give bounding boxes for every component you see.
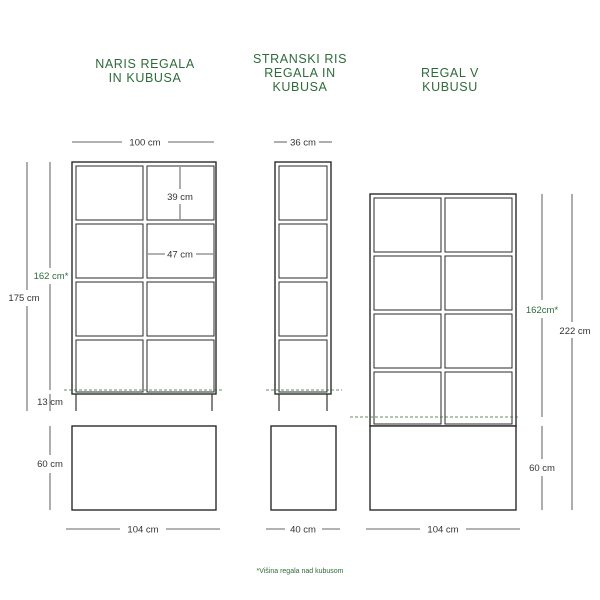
front-cell bbox=[76, 166, 143, 220]
placed-cell bbox=[445, 198, 512, 252]
dim-cell-height: 39 cm bbox=[167, 192, 193, 203]
front-cell bbox=[147, 282, 214, 336]
placed-cube bbox=[370, 426, 516, 510]
front-cell bbox=[147, 340, 214, 392]
dim-placed-cube-height: 60 cm bbox=[529, 463, 555, 474]
side-view bbox=[266, 138, 342, 536]
side-cell bbox=[279, 282, 327, 336]
title-side-line-2: REGALA IN bbox=[264, 66, 336, 80]
dim-placed-height-total: 222 cm bbox=[559, 326, 591, 337]
placed-cell bbox=[445, 256, 512, 310]
title-front-line-1: NARIS REGALA bbox=[95, 57, 195, 71]
placed-cell bbox=[374, 198, 441, 252]
dim-front-width-cube: 104 cm bbox=[127, 524, 159, 536]
side-cell bbox=[279, 340, 327, 392]
dim-placed-height-green: 162cm* bbox=[525, 305, 559, 316]
dim-cube-height-front: 60 cm bbox=[37, 459, 63, 470]
placed-cell bbox=[374, 314, 441, 368]
dim-cell-width: 47 cm bbox=[167, 249, 193, 261]
placed-view bbox=[350, 194, 591, 536]
placed-cell bbox=[374, 256, 441, 310]
title-placed-line-1: REGAL V bbox=[421, 66, 479, 80]
placed-cell bbox=[445, 372, 512, 424]
title-side-line-1: STRANSKI RIS bbox=[252, 52, 348, 66]
dim-front-height-green: 162 cm* bbox=[33, 271, 69, 282]
dim-side-width-shelf: 36 cm bbox=[290, 137, 316, 149]
dim-front-width-shelf: 100 cm bbox=[129, 137, 161, 149]
front-view bbox=[8, 138, 224, 536]
front-cell bbox=[76, 224, 143, 278]
placed-cell bbox=[445, 314, 512, 368]
footnote: *Višina regala nad kubusom bbox=[256, 568, 344, 575]
front-cube bbox=[72, 426, 216, 510]
side-cell bbox=[279, 166, 327, 220]
dim-legs-height: 13 cm bbox=[37, 397, 63, 408]
dim-front-height-total: 175 cm bbox=[8, 293, 40, 304]
side-cube bbox=[271, 426, 336, 510]
dim-side-width-cube: 40 cm bbox=[290, 524, 316, 536]
title-front-line-2: IN KUBUSA bbox=[108, 71, 182, 85]
dim-placed-width: 104 cm bbox=[427, 524, 459, 536]
side-cell bbox=[279, 224, 327, 278]
title-side-line-3: KUBUSA bbox=[272, 80, 328, 94]
title-placed-line-2: KUBUSU bbox=[422, 80, 478, 94]
front-cell bbox=[76, 340, 143, 392]
placed-cell bbox=[374, 372, 441, 424]
front-cell bbox=[76, 282, 143, 336]
